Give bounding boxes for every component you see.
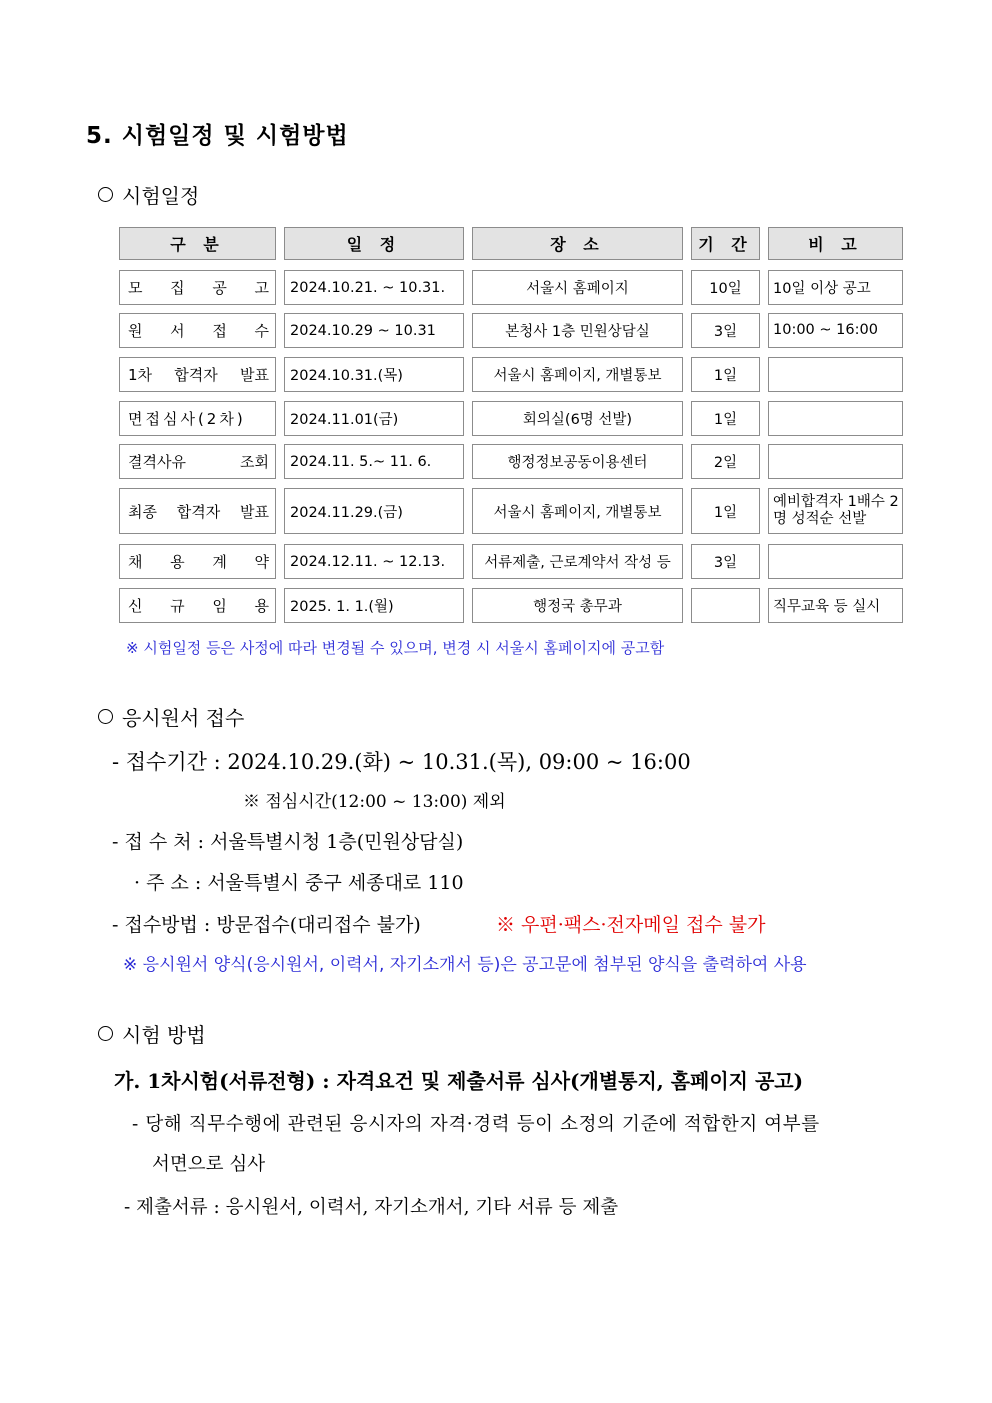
category-part: 약: [254, 553, 269, 571]
cell-place: 행정국 총무과: [472, 588, 683, 623]
application-place: - 접 수 처 : 서울특별시청 1층(민원상담실): [112, 831, 464, 853]
category-part: 용: [254, 597, 269, 615]
cell-note: 직무교육 등 실시: [768, 588, 903, 623]
cell-note: 10일 이상 공고: [768, 270, 903, 305]
category-part: 합격자: [174, 366, 218, 384]
cell-date: 2024.10.29 ~ 10.31: [284, 313, 464, 348]
cell-place: 본청사 1층 민원상담실: [472, 313, 683, 348]
category-part: 집: [170, 279, 185, 297]
category-part: 모: [128, 279, 143, 297]
category-part: 용: [170, 553, 185, 571]
cell-note: [768, 357, 903, 392]
cell-date: 2024.11. 5.~ 11. 6.: [284, 444, 464, 479]
hollow-circle-bullet-icon: [98, 187, 113, 202]
category-part: 조회: [240, 453, 269, 471]
step1-description: - 당해 직무수행에 관련된 응시자의 자격·경력 등이 소정의 기준에 적합한지 여부를: [132, 1114, 820, 1135]
cell-note: [768, 444, 903, 479]
step1-description-cont: 서면으로 심사: [152, 1154, 266, 1175]
cell-date: 2024.11.01(금): [284, 401, 464, 436]
schedule-heading: 시험일정: [98, 180, 199, 209]
category-part: 계: [212, 553, 227, 571]
cell-category: [119, 401, 276, 436]
category-part: 최종: [128, 502, 157, 521]
cell-date: 2024.12.11. ~ 12.13.: [284, 544, 464, 579]
cell-place: 서울시 홈페이지, 개별통보: [472, 488, 683, 534]
category-part: 면접심사(2차): [128, 410, 246, 428]
category-part: 공: [212, 279, 227, 297]
cell-category: [119, 313, 276, 348]
cell-note: 10:00 ~ 16:00: [768, 313, 903, 348]
header-note: 비 고: [768, 227, 903, 260]
cell-note: 예비합격자 1배수 2명 성적순 선발: [768, 488, 903, 534]
category-part: 원: [128, 322, 143, 340]
category-part: 합격자: [176, 502, 221, 521]
application-heading: 응시원서 접수: [98, 702, 244, 731]
hollow-circle-bullet-icon: [98, 1026, 113, 1041]
cell-note: [768, 401, 903, 436]
header-date: 일 정: [284, 227, 464, 260]
cell-place: 서울시 홈페이지, 개별통보: [472, 357, 683, 392]
header-place: 장 소: [472, 227, 683, 260]
category-part: 발표: [240, 502, 269, 521]
cell-category: [119, 444, 276, 479]
cell-category: [119, 357, 276, 392]
cell-category: [119, 544, 276, 579]
header-period: 기 간: [691, 227, 760, 260]
hollow-circle-bullet-icon: [98, 709, 113, 724]
cell-period: 2일: [691, 444, 760, 479]
category-part: 규: [170, 597, 185, 615]
method-warning: ※ 우편·팩스·전자메일 접수 불가: [496, 914, 766, 936]
category-part: 서: [170, 322, 185, 340]
cell-period: 1일: [691, 357, 760, 392]
form-note: ※ 응시원서 양식(응시원서, 이력서, 자기소개서 등)은 공고문에 첨부된 양식을 출력하여 사용: [123, 955, 807, 975]
cell-category: [119, 588, 276, 623]
application-method: - 접수방법 : 방문접수(대리접수 불가): [112, 914, 421, 936]
cell-date: 2024.11.29.(금): [284, 488, 464, 534]
header-category: 구 분: [119, 227, 276, 260]
schedule-footnote: ※ 시험일정 등은 사정에 따라 변경될 수 있으며, 변경 시 서울시 홈페이지에 공고함: [126, 639, 665, 657]
category-part: 고: [254, 279, 269, 297]
category-part: 채: [128, 553, 143, 571]
category-part: 1차: [128, 366, 153, 384]
method-heading: 시험 방법: [98, 1019, 206, 1048]
section-title: 5. 시험일정 및 시험방법: [86, 123, 349, 149]
cell-category: [119, 270, 276, 305]
cell-period: 1일: [691, 401, 760, 436]
cell-period: [691, 588, 760, 623]
cell-category: [119, 488, 276, 534]
cell-period: 10일: [691, 270, 760, 305]
category-part: 신: [128, 597, 143, 615]
cell-period: 3일: [691, 544, 760, 579]
cell-note: [768, 544, 903, 579]
category-part: 수: [254, 322, 269, 340]
lunch-break-note: ※ 점심시간(12:00 ~ 13:00) 제외: [243, 792, 506, 812]
application-address: · 주 소 : 서울특별시 중구 세종대로 110: [134, 872, 464, 894]
cell-place: 회의실(6명 선발): [472, 401, 683, 436]
cell-place: 행정정보공동이용센터: [472, 444, 683, 479]
cell-date: 2024.10.21. ~ 10.31.: [284, 270, 464, 305]
category-part: 임: [212, 597, 227, 615]
category-part: 결격사유: [128, 453, 186, 471]
category-part: 발표: [240, 366, 269, 384]
cell-date: 2025. 1. 1.(월): [284, 588, 464, 623]
step1-documents: - 제출서류 : 응시원서, 이력서, 자기소개서, 기타 서류 등 제출: [124, 1197, 619, 1218]
cell-date: 2024.10.31.(목): [284, 357, 464, 392]
cell-place: 서류제출, 근로계약서 작성 등: [472, 544, 683, 579]
cell-period: 3일: [691, 313, 760, 348]
cell-place: 서울시 홈페이지: [472, 270, 683, 305]
application-period: - 접수기간 : 2024.10.29.(화) ~ 10.31.(목), 09:00 ~ 16:00: [112, 750, 691, 774]
cell-period: 1일: [691, 488, 760, 534]
step1-title: 가. 1차시험(서류전형) : 자격요건 및 제출서류 심사(개별통지, 홈페이지 공고): [114, 1069, 804, 1093]
category-part: 접: [212, 322, 227, 340]
